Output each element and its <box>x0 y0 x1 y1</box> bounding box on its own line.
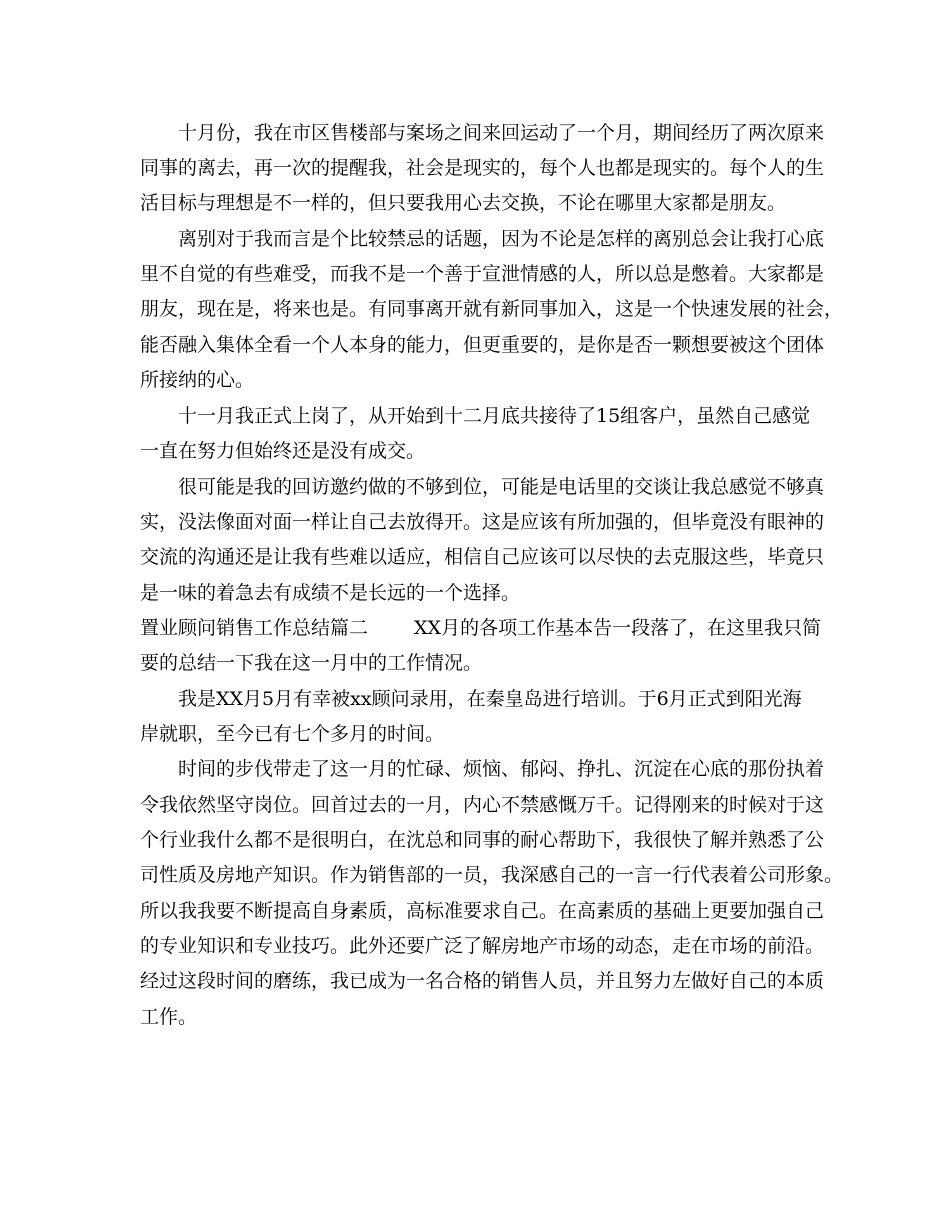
paragraph-4-line-2: 实，没法像面对面一样让自己去放得开。这是应该有所加强的，但毕竟没有眼神的 <box>140 511 825 533</box>
paragraph-2-line-1: 离别对于我而言是个比较禁忌的话题，因为不论是怎样的离别总会让我打心底 <box>178 228 825 250</box>
paragraph-7-line-3: 个行业我什么都不是很明白，在沈总和同事的耐心帮助下，我很快了解并熟悉了公 <box>140 829 825 851</box>
paragraph-2-line-5: 所接纳的心。 <box>140 369 255 391</box>
paragraph-4-line-3: 交流的沟通还是让我有些难以适应，相信自己应该可以尽快的去克服这些，毕竟只 <box>140 546 825 568</box>
paragraph-1-line-1: 十月份，我在市区售楼部与案场之间来回运动了一个月，期间经历了两次原来 <box>178 122 825 144</box>
paragraph-5-line-1-text: XX月的各项工作基本告一段落了，在这里我只简 <box>414 617 822 639</box>
paragraph-5-line-2: 要的总结一下我在这一月中的工作情况。 <box>140 652 483 674</box>
paragraph-3-line-2: 一直在努力但始终还是没有成交。 <box>140 440 426 462</box>
paragraph-7-line-1: 时间的步伐带走了这一月的忙碌、烦恼、郁闷、挣扎、沉淀在心底的那份执着 <box>178 758 825 780</box>
paragraph-2-line-2: 里不自觉的有些难受，而我不是一个善于宣泄情感的人，所以总是憋着。大家都是 <box>140 263 825 285</box>
paragraph-7-line-7: 经过这段时间的磨练，我已成为一名合格的销售人员，并且努力左做好自己的本质 <box>140 970 825 992</box>
paragraph-4-line-1: 很可能是我的回访邀约做的不够到位，可能是电话里的交谈让我总感觉不够真 <box>178 476 825 498</box>
paragraph-2-line-3: 朋友，现在是，将来也是。有同事离开就有新同事加入，这是一个快速发展的社会， <box>140 298 844 320</box>
paragraph-7-line-6: 的专业知识和专业技巧。此外还要广泛了解房地产市场的动态，走在市场的前沿。 <box>140 935 825 957</box>
paragraph-7-line-4: 司性质及房地产知识。作为销售部的一员，我深感自己的一言一行代表着公司形象。 <box>140 864 844 886</box>
paragraph-1-line-2: 同事的离去，再一次的提醒我，社会是现实的，每个人也都是现实的。每个人的生 <box>140 157 825 179</box>
paragraph-7-line-5: 所以我我要不断提高自身素质，高标准要求自己。在高素质的基础上更要加强自己 <box>140 900 825 922</box>
paragraph-6-line-1: 我是XX月5月有幸被xx顾问录用，在秦皇岛进行培训。于6月正式到阳光海 <box>178 688 802 710</box>
paragraph-1-line-3: 活目标与理想是不一样的，但只要我用心去交换，不论在哪里大家都是朋友。 <box>140 192 787 214</box>
paragraph-6-line-2: 岸就职，至今已有七个多月的时间。 <box>140 723 445 745</box>
paragraph-7-line-2: 令我依然坚守岗位。回首过去的一月，内心不禁感慨万千。记得刚来的时候对于这 <box>140 794 825 816</box>
paragraph-5-line-1 <box>140 617 821 639</box>
paragraph-3-line-1: 十一月我正式上岗了，从开始到十二月底共接待了15组客户，虽然自己感觉 <box>178 405 811 427</box>
section-heading: 置业顾问销售工作总结篇二 <box>140 617 369 639</box>
paragraph-7-line-8: 工作。 <box>140 1006 198 1028</box>
paragraph-2-line-4: 能否融入集体全看一个人本身的能力，但更重要的，是你是否一颗想要被这个团体 <box>140 334 825 356</box>
paragraph-4-line-4: 是一味的着急去有成绩不是长远的一个选择。 <box>140 582 521 604</box>
